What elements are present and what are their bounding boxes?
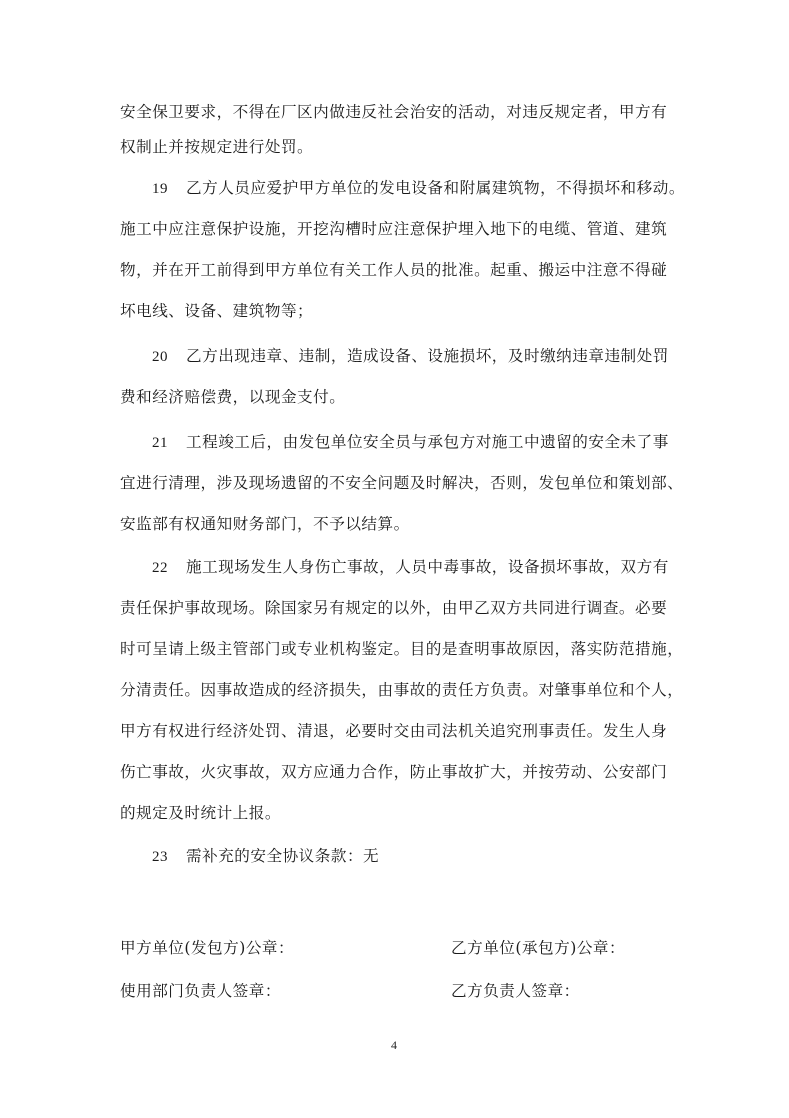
clause-text: 工程竣工后，由发包单位安全员与承包方对施工中遗留的安全未了事 bbox=[186, 433, 669, 451]
party-a-seal-label: 甲方单位(发包方)公章： bbox=[120, 939, 295, 957]
clause-19-line: 施工中应注意保护设施，开挖沟槽时应注意保护埋入地下的电缆、管道、建筑 bbox=[120, 220, 668, 238]
clause-number: 20 bbox=[152, 349, 168, 365]
clause-23-first-line bbox=[152, 846, 379, 867]
clause-22-line: 甲方有权进行经济处罚、清退，必要时交由司法机关追究刑事责任。发生人身 bbox=[120, 722, 668, 740]
clause-number: 23 bbox=[152, 849, 168, 865]
clause-20-line: 费和经济赔偿费，以现金支付。 bbox=[120, 388, 346, 406]
clause-21-line: 宜进行清理，涉及现场遗留的不安全问题及时解决，否则，发包单位和策划部、 bbox=[120, 474, 684, 492]
party-b-person-label: 乙方负责人签章： bbox=[451, 982, 580, 1000]
clause-22-first-line bbox=[152, 557, 669, 578]
clause-21-line: 安监部有权通知财务部门，不予以结算。 bbox=[120, 515, 410, 533]
clause-text: 施工现场发生人身伤亡事故，人员中毒事故，设备损坏事故，双方有 bbox=[186, 558, 669, 576]
clause-22-line: 时可呈请上级主管部门或专业机构鉴定。目的是查明事故原因，落实防范措施， bbox=[120, 640, 684, 658]
clause-21-first-line bbox=[152, 432, 669, 453]
clause-number: 22 bbox=[152, 560, 168, 576]
continuation-line-2: 权制止并按规定进行处罚。 bbox=[120, 138, 314, 156]
continuation-line-1: 安全保卫要求，不得在厂区内做违反社会治安的活动，对违反规定者，甲方有 bbox=[120, 103, 668, 121]
clause-19-first-line bbox=[152, 178, 685, 199]
party-b-seal-label: 乙方单位(承包方)公章： bbox=[451, 939, 626, 957]
clause-number: 19 bbox=[152, 181, 168, 197]
clause-20-first-line bbox=[152, 346, 669, 367]
clause-22-line: 分清责任。因事故造成的经济损失，由事故的责任方负责。对肇事单位和个人， bbox=[120, 681, 684, 699]
clause-22-line: 的规定及时统计上报。 bbox=[120, 804, 281, 822]
clause-number: 21 bbox=[152, 435, 168, 451]
clause-text: 乙方出现违章、违制，造成设备、设施损坏，及时缴纳违章违制处罚 bbox=[186, 347, 669, 365]
clause-text: 乙方人员应爱护甲方单位的发电设备和附属建筑物，不得损坏和移动。 bbox=[186, 179, 685, 197]
clause-19-line: 物，并在开工前得到甲方单位有关工作人员的批准。起重、搬运中注意不得碰 bbox=[120, 261, 668, 279]
clause-22-line: 伤亡事故，火灾事故，双方应通力合作，防止事故扩大，并按劳动、公安部门 bbox=[120, 763, 668, 781]
page-number: 4 bbox=[391, 1038, 397, 1052]
clause-text: 需补充的安全协议条款：无 bbox=[186, 847, 380, 865]
clause-19-line: 坏电线、设备、建筑物等； bbox=[120, 302, 314, 320]
clause-22-line: 责任保护事故现场。除国家另有规定的以外，由甲乙双方共同进行调查。必要 bbox=[120, 599, 668, 617]
party-a-person-label: 使用部门负责人签章： bbox=[120, 982, 281, 1000]
